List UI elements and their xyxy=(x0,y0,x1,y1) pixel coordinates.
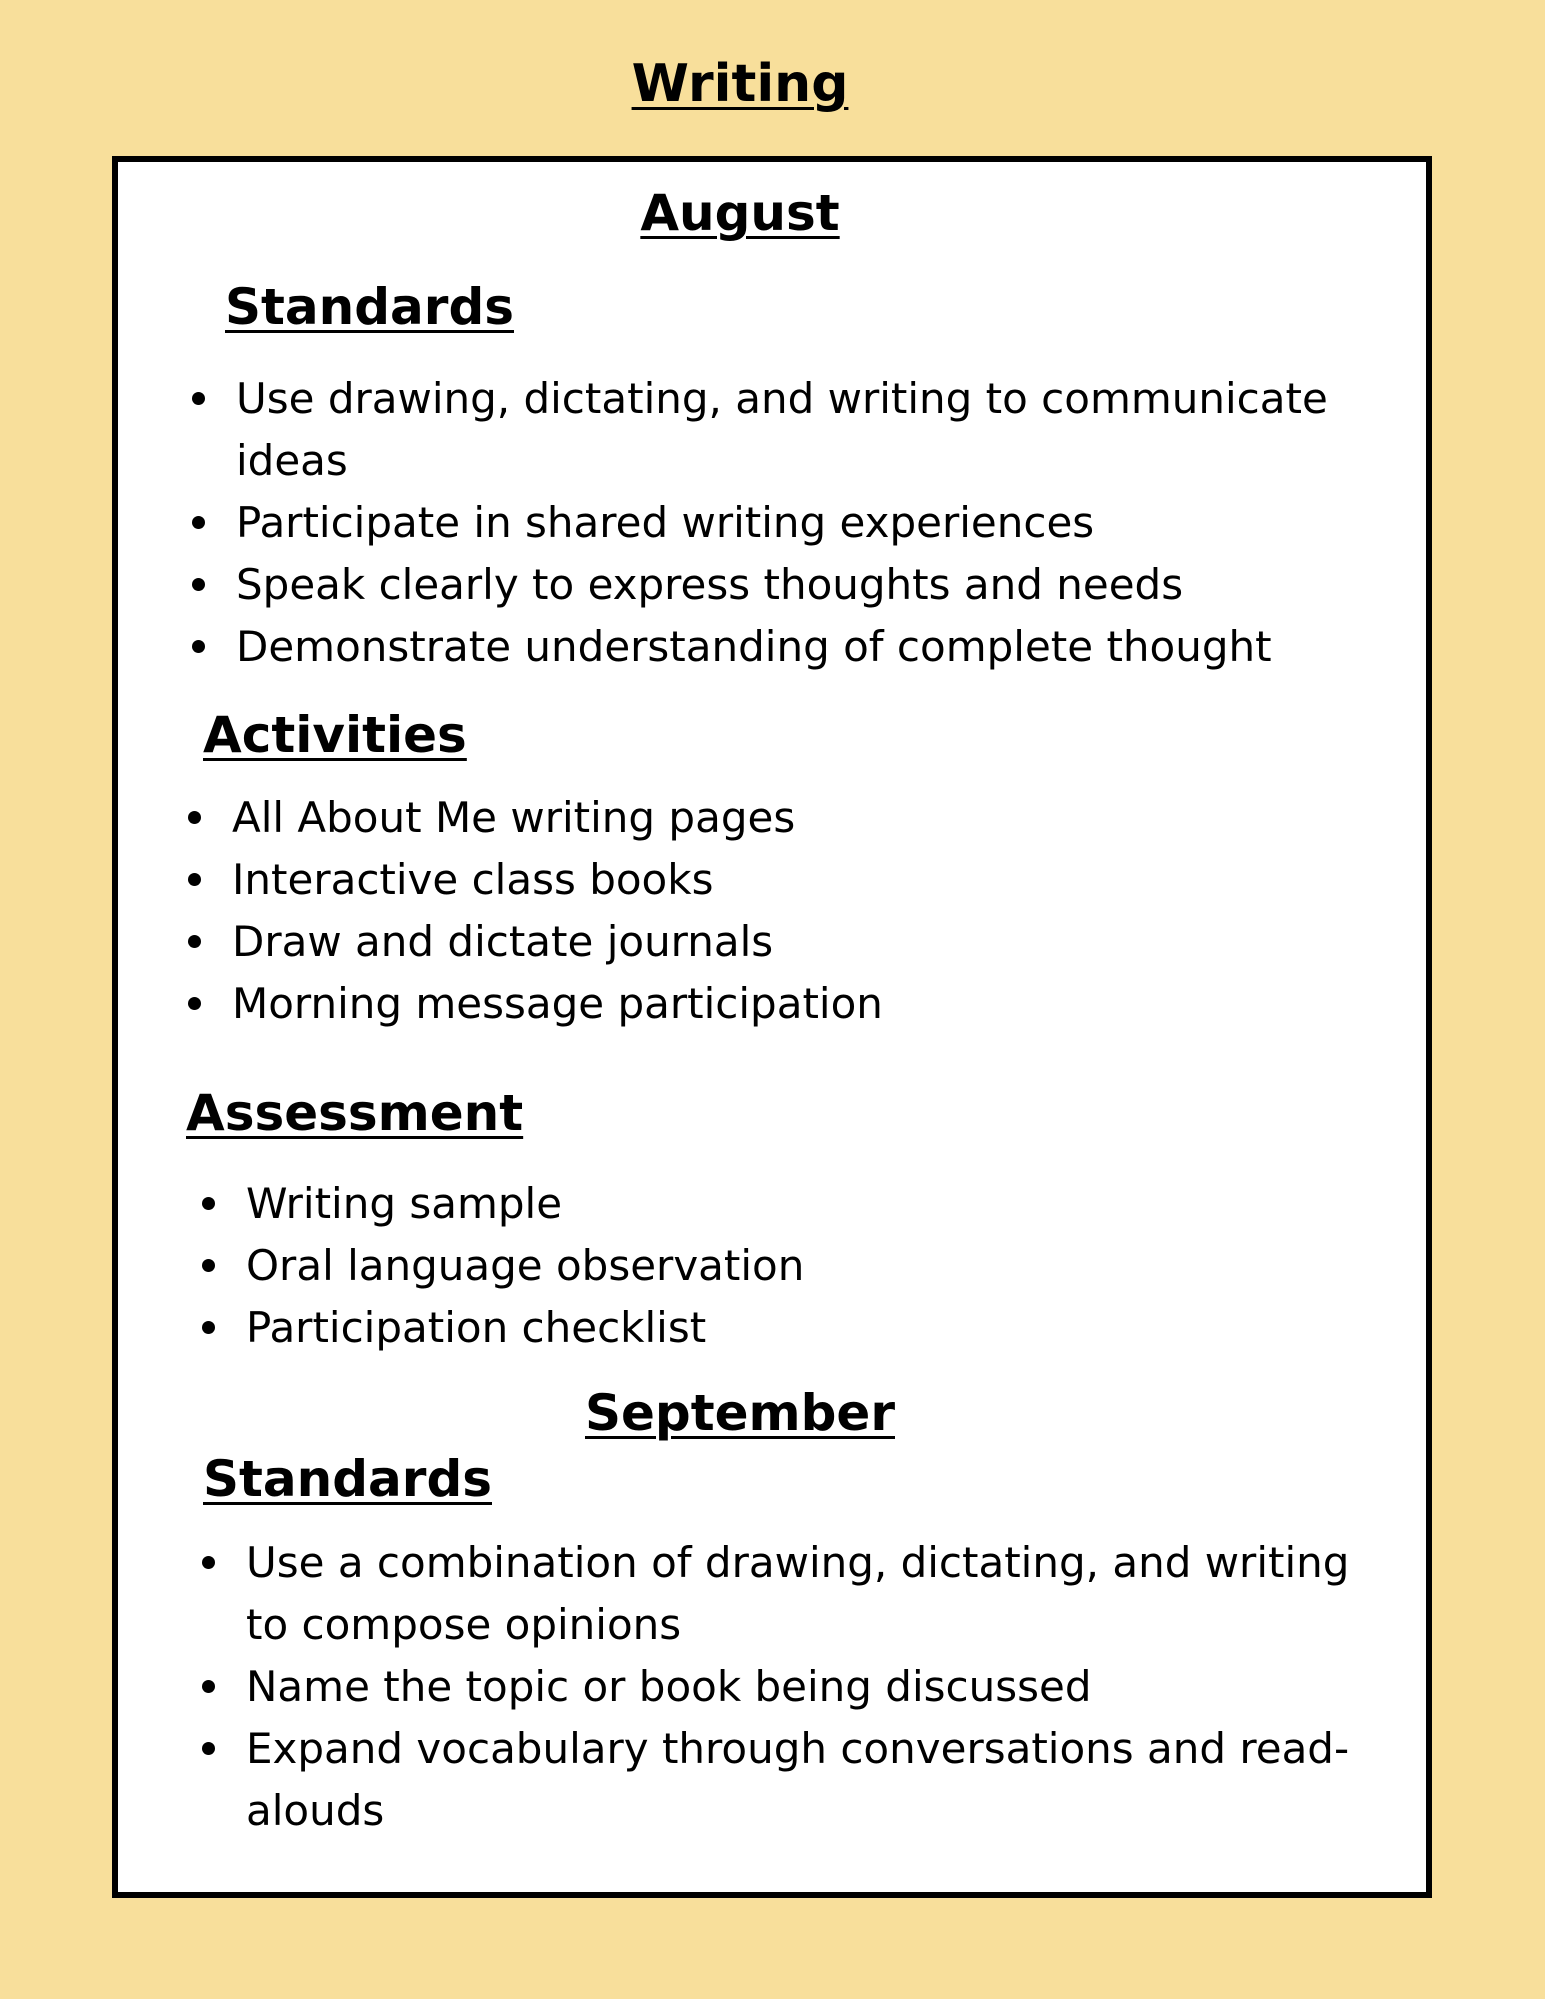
list-item: Participate in shared writing experiences xyxy=(192,492,1342,554)
august-assessment-heading: Assessment xyxy=(186,1084,524,1142)
list-item: Use a combination of drawing, dictating, and writing to compose opinions xyxy=(202,1532,1352,1656)
august-standards-heading: Standards xyxy=(225,278,514,336)
list-item: Writing sample xyxy=(202,1173,1352,1235)
list-item: Oral language observation xyxy=(202,1235,1352,1297)
list-item: Participation checklist xyxy=(202,1297,1352,1359)
list-item: Use drawing, dictating, and writing to communicate ideas xyxy=(192,368,1342,492)
list-item: Demonstrate understanding of complete thought xyxy=(192,616,1342,678)
list-item: All About Me writing pages xyxy=(188,787,1338,849)
september-standards-heading: Standards xyxy=(203,1450,492,1508)
list-item: Expand vocabulary through conversations and read-alouds xyxy=(202,1718,1352,1842)
list-item: Morning message participation xyxy=(188,973,1338,1035)
august-standards-list xyxy=(192,368,1342,678)
list-item: Interactive class books xyxy=(188,849,1338,911)
month-heading-september: September xyxy=(585,1384,895,1442)
august-assessment-list xyxy=(202,1173,1352,1359)
page-title: Writing xyxy=(631,54,849,114)
list-item: Name the topic or book being discussed xyxy=(202,1656,1352,1718)
august-activities-list xyxy=(188,787,1338,1035)
list-item: Speak clearly to express thoughts and needs xyxy=(192,554,1342,616)
list-item: Draw and dictate journals xyxy=(188,911,1338,973)
august-activities-heading: Activities xyxy=(203,706,467,764)
september-standards-list xyxy=(202,1532,1352,1842)
month-heading-august: August xyxy=(640,184,840,242)
